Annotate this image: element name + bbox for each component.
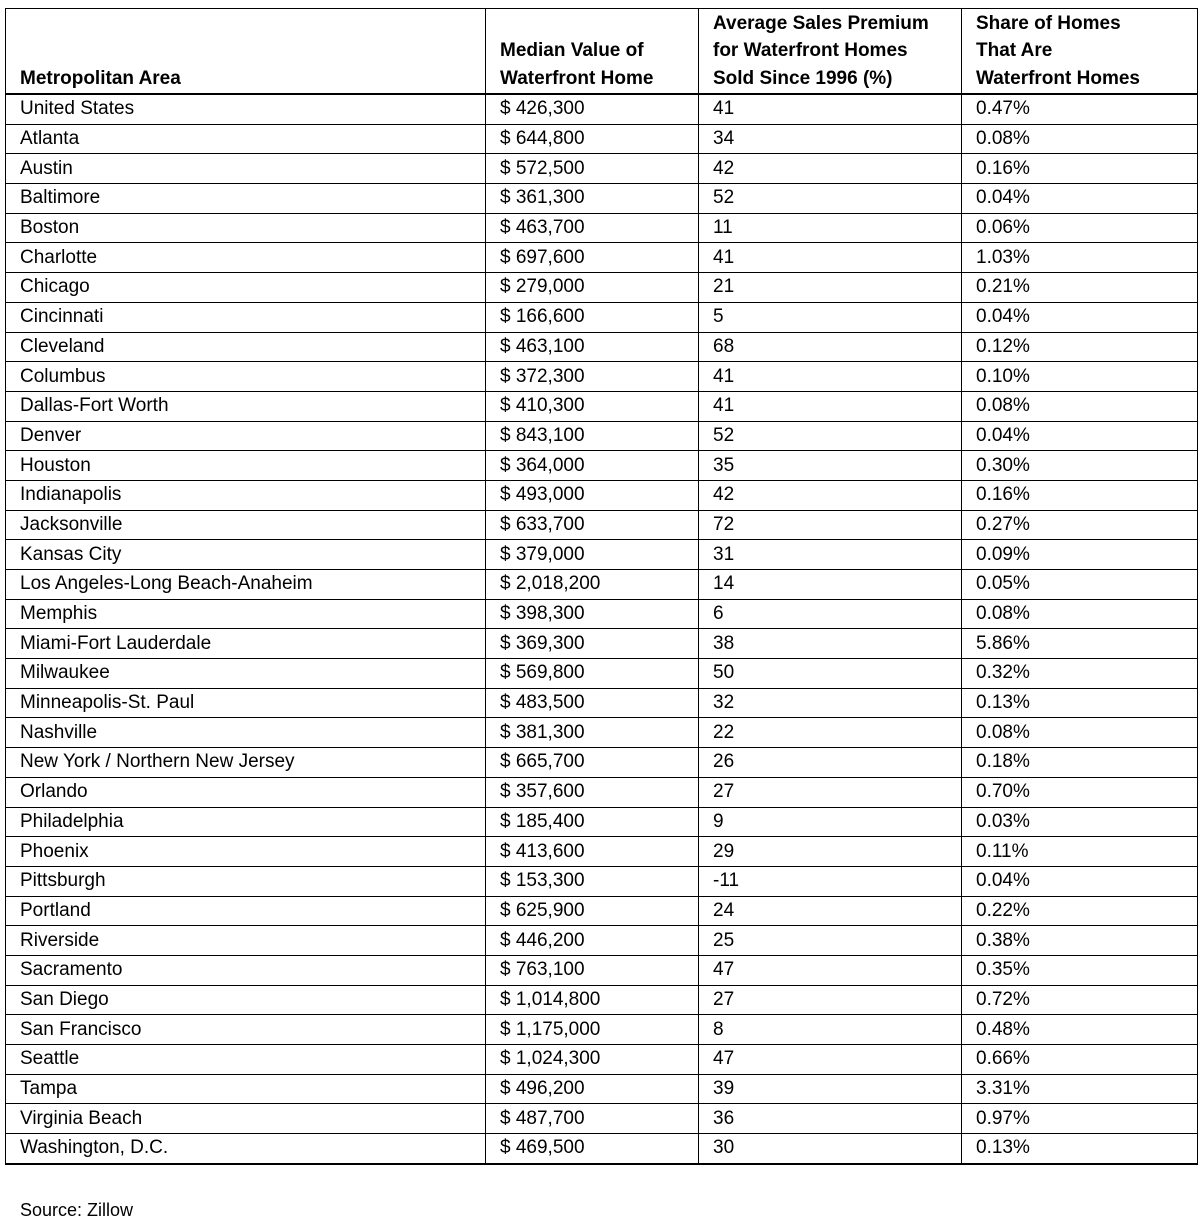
sales-premium-cell: 5 [699, 302, 962, 332]
sales-premium-cell: 42 [699, 154, 962, 184]
sales-premium-cell: 35 [699, 451, 962, 481]
waterfront-share-cell: 0.08% [962, 391, 1198, 421]
metro-name-cell: Indianapolis [6, 480, 486, 510]
waterfront-share-cell: 0.08% [962, 718, 1198, 748]
metro-name-cell: Los Angeles-Long Beach-Anaheim [6, 570, 486, 600]
waterfront-share-cell: 0.35% [962, 955, 1198, 985]
header-line: That Are [976, 40, 1053, 61]
header-row [6, 9, 1198, 95]
table-row [6, 1104, 1198, 1134]
table-row [6, 807, 1198, 837]
sales-premium-cell: 21 [699, 273, 962, 303]
sales-premium-cell: 30 [699, 1134, 962, 1164]
waterfront-share-cell: 0.13% [962, 688, 1198, 718]
header-sales-premium [699, 9, 962, 95]
metro-name-cell: Milwaukee [6, 659, 486, 689]
sales-premium-cell: 47 [699, 955, 962, 985]
median-value-cell: $ 843,100 [486, 421, 699, 451]
table-row [6, 510, 1198, 540]
metro-name-cell: Chicago [6, 273, 486, 303]
waterfront-share-cell: 0.06% [962, 213, 1198, 243]
table-row [6, 688, 1198, 718]
table-row [6, 362, 1198, 392]
median-value-cell: $ 644,800 [486, 124, 699, 154]
waterfront-share-cell: 0.10% [962, 362, 1198, 392]
table-row [6, 451, 1198, 481]
median-value-cell: $ 633,700 [486, 510, 699, 540]
table-row [6, 866, 1198, 896]
median-value-cell: $ 1,175,000 [486, 1015, 699, 1045]
waterfront-share-cell: 0.04% [962, 302, 1198, 332]
median-value-cell: $ 279,000 [486, 273, 699, 303]
metro-name-cell: San Francisco [6, 1015, 486, 1045]
median-value-cell: $ 496,200 [486, 1074, 699, 1104]
metro-name-cell: San Diego [6, 985, 486, 1015]
metro-name-cell: Dallas-Fort Worth [6, 391, 486, 421]
median-value-cell: $ 369,300 [486, 629, 699, 659]
metro-name-cell: Columbus [6, 362, 486, 392]
table-row [6, 629, 1198, 659]
table-row [6, 748, 1198, 778]
table-row [6, 1134, 1198, 1164]
median-value-cell: $ 361,300 [486, 184, 699, 214]
metro-name-cell: Portland [6, 896, 486, 926]
table-row [6, 570, 1198, 600]
median-value-cell: $ 364,000 [486, 451, 699, 481]
sales-premium-cell: 39 [699, 1074, 962, 1104]
median-value-cell: $ 463,700 [486, 213, 699, 243]
metro-name-cell: Charlotte [6, 243, 486, 273]
median-value-cell: $ 469,500 [486, 1134, 699, 1164]
median-value-cell: $ 410,300 [486, 391, 699, 421]
median-value-cell: $ 372,300 [486, 362, 699, 392]
waterfront-share-cell: 0.72% [962, 985, 1198, 1015]
sales-premium-cell: 36 [699, 1104, 962, 1134]
sales-premium-cell: 14 [699, 570, 962, 600]
waterfront-share-cell: 0.16% [962, 154, 1198, 184]
median-value-cell: $ 572,500 [486, 154, 699, 184]
waterfront-share-cell: 0.18% [962, 748, 1198, 778]
table-row [6, 94, 1198, 124]
sales-premium-cell: 41 [699, 391, 962, 421]
waterfront-share-cell: 0.08% [962, 599, 1198, 629]
header-line: Average Sales Premium [713, 12, 929, 34]
sales-premium-cell: 22 [699, 718, 962, 748]
median-value-cell: $ 381,300 [486, 718, 699, 748]
sales-premium-cell: 24 [699, 896, 962, 926]
waterfront-share-cell: 0.32% [962, 659, 1198, 689]
metro-name-cell: Phoenix [6, 837, 486, 867]
sales-premium-cell: 42 [699, 480, 962, 510]
table-row [6, 480, 1198, 510]
metro-name-cell: Boston [6, 213, 486, 243]
metro-name-cell: Atlanta [6, 124, 486, 154]
median-value-cell: $ 697,600 [486, 243, 699, 273]
waterfront-share-cell: 0.47% [962, 94, 1198, 124]
table-row [6, 421, 1198, 451]
table-row [6, 154, 1198, 184]
waterfront-share-cell: 0.66% [962, 1045, 1198, 1075]
median-value-cell: $ 1,024,300 [486, 1045, 699, 1075]
table-row [6, 985, 1198, 1015]
metro-name-cell: Kansas City [6, 540, 486, 570]
header-median-value [486, 9, 699, 95]
waterfront-share-cell: 5.86% [962, 629, 1198, 659]
waterfront-share-cell: 0.08% [962, 124, 1198, 154]
metro-name-cell: Minneapolis-St. Paul [6, 688, 486, 718]
metro-name-cell: Jacksonville [6, 510, 486, 540]
sales-premium-cell: -11 [699, 866, 962, 896]
sales-premium-cell: 11 [699, 213, 962, 243]
median-value-cell: $ 665,700 [486, 748, 699, 778]
header-line: Waterfront Homes [976, 67, 1140, 89]
header-line: Share of Homes [976, 12, 1121, 34]
median-value-cell: $ 2,018,200 [486, 570, 699, 600]
metro-name-cell: Orlando [6, 777, 486, 807]
table-row [6, 1074, 1198, 1104]
waterfront-share-cell: 0.30% [962, 451, 1198, 481]
metro-name-cell: Miami-Fort Lauderdale [6, 629, 486, 659]
median-value-cell: $ 166,600 [486, 302, 699, 332]
table-row [6, 391, 1198, 421]
table-row [6, 718, 1198, 748]
waterfront-share-cell: 0.04% [962, 421, 1198, 451]
sales-premium-cell: 32 [699, 688, 962, 718]
waterfront-share-cell: 0.16% [962, 480, 1198, 510]
metro-name-cell: United States [6, 94, 486, 124]
waterfront-share-cell: 0.22% [962, 896, 1198, 926]
waterfront-share-cell: 0.03% [962, 807, 1198, 837]
sales-premium-cell: 26 [699, 748, 962, 778]
waterfront-share-cell: 1.03% [962, 243, 1198, 273]
waterfront-share-cell: 0.38% [962, 926, 1198, 956]
sales-premium-cell: 52 [699, 421, 962, 451]
table-row [6, 213, 1198, 243]
table-row [6, 599, 1198, 629]
sales-premium-cell: 41 [699, 362, 962, 392]
metro-name-cell: Austin [6, 154, 486, 184]
sales-premium-cell: 52 [699, 184, 962, 214]
waterfront-share-cell: 0.04% [962, 184, 1198, 214]
metro-name-cell: Washington, D.C. [6, 1134, 486, 1164]
header-line: for Waterfront Homes [713, 40, 908, 61]
waterfront-share-cell: 3.31% [962, 1074, 1198, 1104]
waterfront-share-cell: 0.09% [962, 540, 1198, 570]
waterfront-share-cell: 0.48% [962, 1015, 1198, 1045]
metro-name-cell: Seattle [6, 1045, 486, 1075]
median-value-cell: $ 357,600 [486, 777, 699, 807]
waterfront-share-cell: 0.21% [962, 273, 1198, 303]
waterfront-share-cell: 0.13% [962, 1134, 1198, 1164]
metro-name-cell: Philadelphia [6, 807, 486, 837]
metro-name-cell: Pittsburgh [6, 866, 486, 896]
median-value-cell: $ 483,500 [486, 688, 699, 718]
median-value-cell: $ 413,600 [486, 837, 699, 867]
table-row [6, 659, 1198, 689]
waterfront-share-cell: 0.11% [962, 837, 1198, 867]
sales-premium-cell: 31 [699, 540, 962, 570]
metro-name-cell: Baltimore [6, 184, 486, 214]
waterfront-share-cell: 0.70% [962, 777, 1198, 807]
table-row [6, 955, 1198, 985]
table-row [6, 302, 1198, 332]
sales-premium-cell: 25 [699, 926, 962, 956]
metro-name-cell: Riverside [6, 926, 486, 956]
median-value-cell: $ 487,700 [486, 1104, 699, 1134]
table-row [6, 1015, 1198, 1045]
header-line: Sold Since 1996 (%) [713, 67, 893, 89]
waterfront-share-cell: 0.27% [962, 510, 1198, 540]
table-body [6, 94, 1198, 1164]
metro-name-cell: Sacramento [6, 955, 486, 985]
sales-premium-cell: 8 [699, 1015, 962, 1045]
median-value-cell: $ 763,100 [486, 955, 699, 985]
metro-name-cell: Memphis [6, 599, 486, 629]
header-waterfront-share [962, 9, 1198, 95]
waterfront-home-values-table [5, 8, 1198, 1165]
metro-name-cell: Houston [6, 451, 486, 481]
sales-premium-cell: 68 [699, 332, 962, 362]
median-value-cell: $ 426,300 [486, 94, 699, 124]
sales-premium-cell: 72 [699, 510, 962, 540]
sales-premium-cell: 27 [699, 777, 962, 807]
metro-name-cell: New York / Northern New Jersey [6, 748, 486, 778]
table-row [6, 540, 1198, 570]
metro-name-cell: Nashville [6, 718, 486, 748]
waterfront-share-cell: 0.05% [962, 570, 1198, 600]
sales-premium-cell: 9 [699, 807, 962, 837]
sales-premium-cell: 34 [699, 124, 962, 154]
table-row [6, 332, 1198, 362]
header-metropolitan-area [6, 9, 486, 95]
median-value-cell: $ 398,300 [486, 599, 699, 629]
sales-premium-cell: 41 [699, 243, 962, 273]
metro-name-cell: Cincinnati [6, 302, 486, 332]
metro-name-cell: Virginia Beach [6, 1104, 486, 1134]
header-line: Median Value of [500, 40, 644, 61]
table-row [6, 896, 1198, 926]
sales-premium-cell: 47 [699, 1045, 962, 1075]
median-value-cell: $ 463,100 [486, 332, 699, 362]
metro-name-cell: Denver [6, 421, 486, 451]
table-row [6, 184, 1198, 214]
sales-premium-cell: 50 [699, 659, 962, 689]
sales-premium-cell: 38 [699, 629, 962, 659]
table-row [6, 926, 1198, 956]
table-row [6, 273, 1198, 303]
sales-premium-cell: 29 [699, 837, 962, 867]
header-line: Waterfront Home [500, 67, 654, 89]
waterfront-share-cell: 0.97% [962, 1104, 1198, 1134]
median-value-cell: $ 625,900 [486, 896, 699, 926]
median-value-cell: $ 446,200 [486, 926, 699, 956]
header-line: Metropolitan Area [20, 67, 181, 89]
sales-premium-cell: 27 [699, 985, 962, 1015]
waterfront-share-cell: 0.12% [962, 332, 1198, 362]
sales-premium-cell: 6 [699, 599, 962, 629]
median-value-cell: $ 185,400 [486, 807, 699, 837]
table-row [6, 777, 1198, 807]
metro-name-cell: Cleveland [6, 332, 486, 362]
metro-name-cell: Tampa [6, 1074, 486, 1104]
table-row [6, 124, 1198, 154]
source-note: Source: Zillow [20, 1200, 134, 1220]
sales-premium-cell: 41 [699, 94, 962, 124]
median-value-cell: $ 569,800 [486, 659, 699, 689]
table-row [6, 243, 1198, 273]
median-value-cell: $ 379,000 [486, 540, 699, 570]
table-row [6, 1045, 1198, 1075]
median-value-cell: $ 1,014,800 [486, 985, 699, 1015]
median-value-cell: $ 153,300 [486, 866, 699, 896]
median-value-cell: $ 493,000 [486, 480, 699, 510]
waterfront-share-cell: 0.04% [962, 866, 1198, 896]
table-row [6, 837, 1198, 867]
